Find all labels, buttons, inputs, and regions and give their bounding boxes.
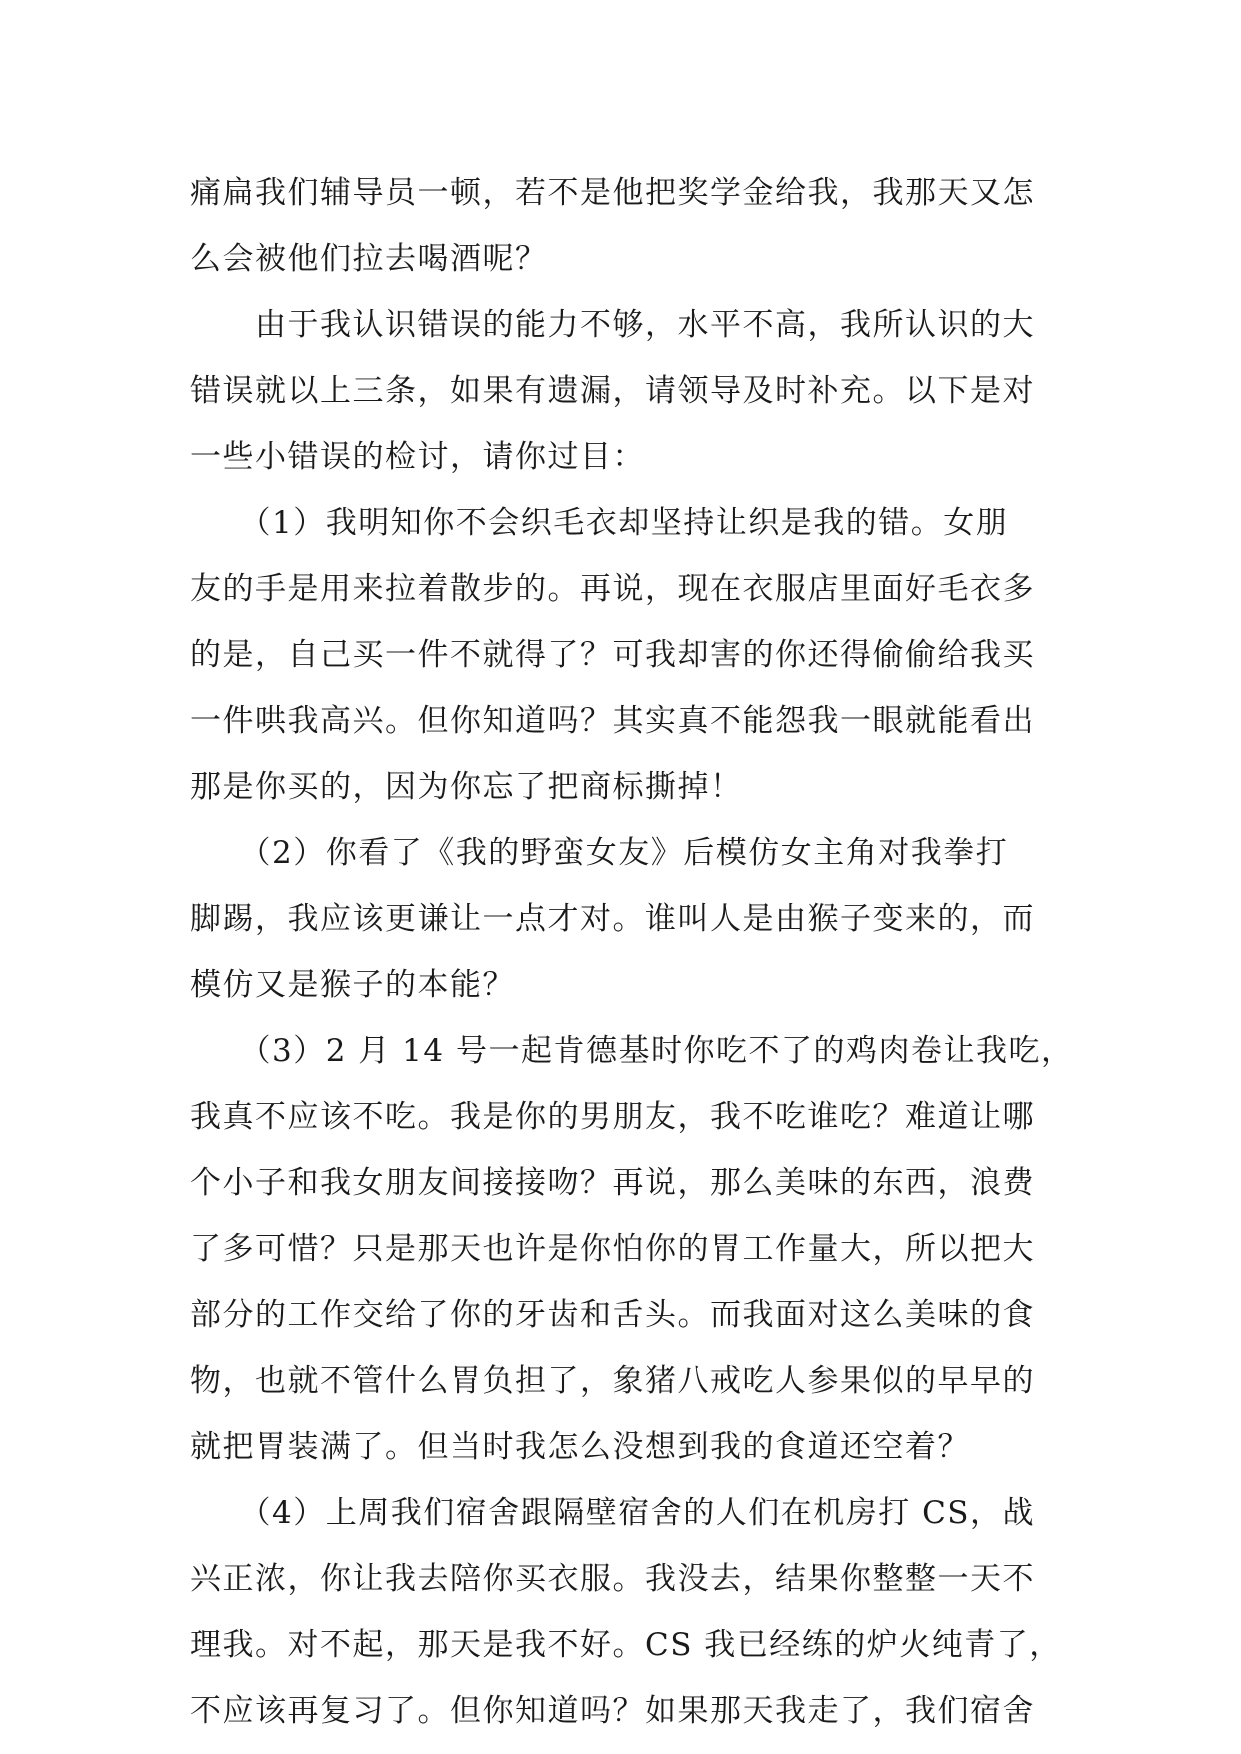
text-line: 我真不应该不吃。我是你的男朋友，我不吃谁吃？难道让哪	[190, 1099, 1035, 1135]
text-line: 一些小错误的检讨，请你过目：	[190, 439, 645, 475]
text-line: （1）我明知你不会织毛衣却坚持让织是我的错。女朋	[190, 505, 1009, 541]
text-line: 错误就以上三条，如果有遗漏，请领导及时补充。以下是对	[190, 373, 1035, 409]
text-line: 脚踢，我应该更谦让一点才对。谁叫人是由猴子变来的，而	[190, 901, 1035, 937]
text-line: 那是你买的，因为你忘了把商标撕掉！	[190, 769, 743, 805]
text-line: 由于我认识错误的能力不够，水平不高，我所认识的大	[190, 307, 1035, 343]
text-line: （3）2 月 14 号一起肯德基时你吃不了的鸡肉卷让我吃，	[190, 1033, 1074, 1069]
text-line: 个小子和我女朋友间接接吻？再说，那么美味的东西，浪费	[190, 1165, 1035, 1201]
text-line: 兴正浓，你让我去陪你买衣服。我没去，结果你整整一天不	[190, 1561, 1035, 1597]
text-line: （2）你看了《我的野蛮女友》后模仿女主角对我拳打	[190, 835, 1009, 871]
text-line: 模仿又是猴子的本能？	[190, 967, 515, 1003]
text-line: 不应该再复习了。但你知道吗？如果那天我走了，我们宿舍	[190, 1693, 1035, 1729]
text-line: 部分的工作交给了你的牙齿和舌头。而我面对这么美味的食	[190, 1297, 1035, 1333]
text-line: 友的手是用来拉着散步的。再说，现在衣服店里面好毛衣多	[190, 571, 1035, 607]
text-line: 么会被他们拉去喝酒呢？	[190, 241, 548, 277]
text-line: 痛扁我们辅导员一顿，若不是他把奖学金给我，我那天又怎	[190, 175, 1035, 211]
text-line: 物，也就不管什么胃负担了，象猪八戒吃人参果似的早早的	[190, 1363, 1035, 1399]
text-line: （4）上周我们宿舍跟隔壁宿舍的人们在机房打 CS，战	[190, 1495, 1036, 1531]
text-line: 一件哄我高兴。但你知道吗？其实真不能怨我一眼就能看出	[190, 703, 1035, 739]
text-line: 了多可惜？只是那天也许是你怕你的胃工作量大，所以把大	[190, 1231, 1035, 1267]
text-line: 就把胃装满了。但当时我怎么没想到我的食道还空着？	[190, 1429, 970, 1465]
document-body	[190, 160, 1074, 1744]
text-line: 的是，自己买一件不就得了？可我却害的你还得偷偷给我买	[190, 637, 1035, 673]
text-line: 理我。对不起，那天是我不好。CS 我已经练的炉火纯青了，	[190, 1627, 1062, 1663]
